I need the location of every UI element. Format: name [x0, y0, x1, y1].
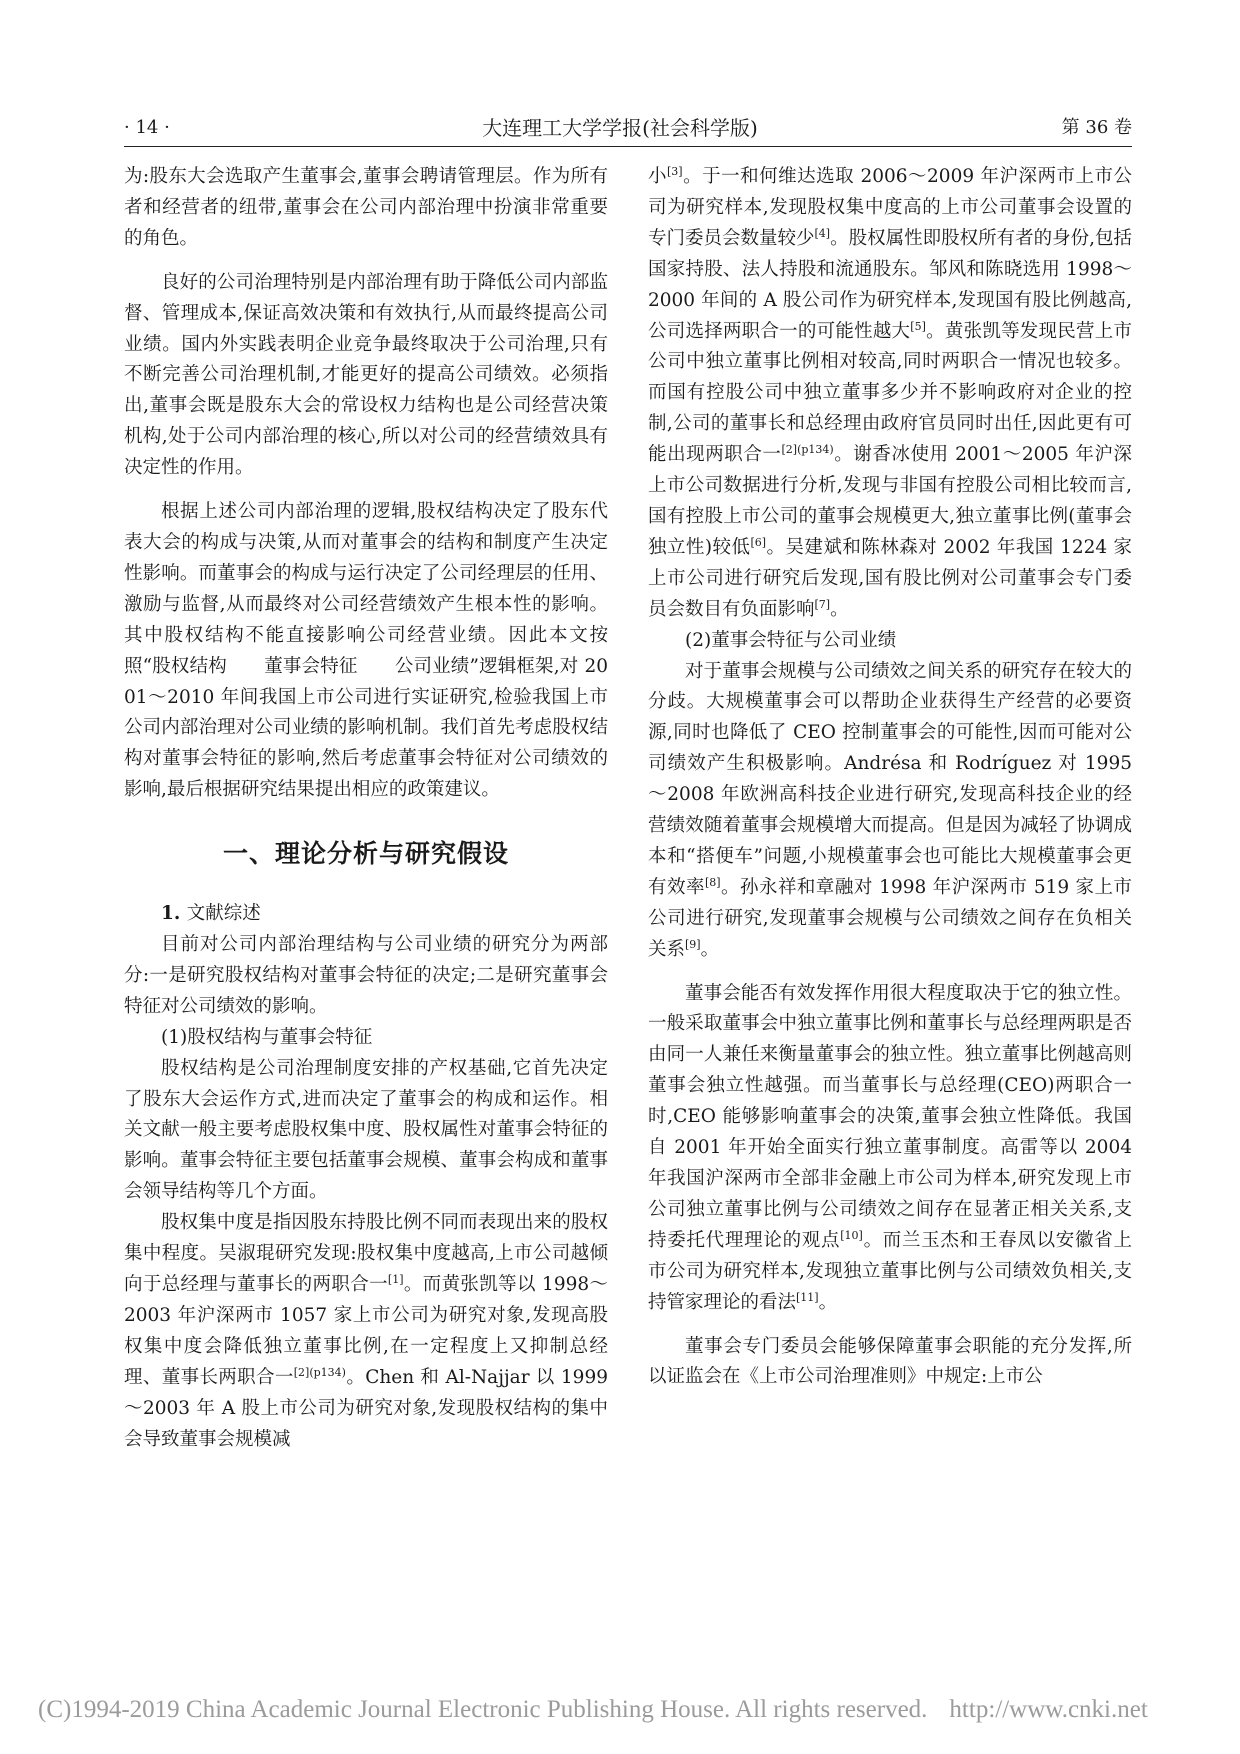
citation: [1] — [387, 1273, 404, 1286]
page-number: · 14 · — [124, 117, 170, 138]
volume-label: 第 36 卷 — [1061, 117, 1132, 138]
paragraph: 股权集中度是指因股东持股比例不同而表现出来的股权集中程度。吴淑琨研究发现:股权集中度越高,上市公司越倾向于总经理与董事长的两职合一[1]。而黄张凯等以 1998～2003 年沪深两市 1057 家上市公司为研究对象,发现高股权集中度会降低独立董事比例,在一定程度上又抑制总经理、董事长两职合一$^{[2](p134)}$。Chen 和 Al-Najjar 以 1999～2003 年 A 股上市公司为研究对象,发现股权结构的集中会导致董事会规模减 — [124, 1212, 608, 1450]
paragraph: 小[3]。于一和何维达选取 2006～2009 年沪深两市上市公司为研究样本,发现股权集中度高的上市公司董事会设置的专门委员会数量较少[4]。股权属性即股权所有者的身份,包括国家持股、法人持股和流通股东。邹风和陈晓选用 1998～2000 年间的 A 股公司作为研究样本,发现国有股比例越高,公司选择两职合一的可能性越大[5]。黄张凯等发现民营上市公司中独立董事比例相对较高,同时两职合一情况也较多。而国有控股公司中独立董事多少并不影响政府对企业的控制,公司的董事长和总经理由政府官员同时出任,因此更有可能出现两职合一$^{[2](p134)}$。谢香冰使用 2001～2005 年沪深上市公司数据进行分析,发现与非国有控股公司相比较而言,国有控股上市公司的董事会规模更大,独立董事比例(董事会独立性)较低[6]。吴建斌和陈林森对 2002 年我国 1224 家上市公司进行研究后发现,国有股比例对公司董事会专门委员会数目有负面影响[7]。 — [648, 165, 1133, 620]
section-title: 一、理论分析与研究假设 — [222, 839, 509, 869]
citation: [3] — [667, 165, 683, 178]
citation: [6] — [750, 535, 767, 549]
citation: [5] — [910, 319, 926, 333]
copyright-text: (C)1994-2019 China Academic Journal Electronic Publishing House. All rights reserved. — [38, 1696, 928, 1723]
citation: [11] — [796, 1290, 819, 1304]
paragraph: 根据上述公司内部治理的逻辑,股权结构决定了股东代表大会的构成与决策,从而对董事会的结构和制度产生决定性影响。而董事会的构成与运行决定了公司经理层的任用、激励与监督,从而最终对公司经营绩效产生根本性的影响。其中股权结构不能直接影响公司经营业绩。因此本文按照“股权结构 董事会特征 公司业绩”逻辑框架,对 2001～2010 年间我国上市公司进行实证研究,检验我国上市公司内部治理对公司业绩的影响机制。我们首先考虑股权结构对董事会特征的影响,然后考虑董事会特征对公司绩效的影响,最后根据研究结果提出相应的政策建议。 — [124, 501, 608, 801]
subsection-heading — [124, 899, 608, 930]
journal-title: 大连理工大学学报(社会科学版) — [482, 116, 758, 140]
paragraph: 股权结构是公司治理制度安排的产权基础,它首先决定了股东大会运作方式,进而决定了董事会的构成和运作。相关文献一般主要考虑股权集中度、股权属性对董事会特征的影响。董事会特征主要包括董事会规模、董事会构成和董事会领导结构等几个方面。 — [124, 1057, 608, 1203]
subheading: (1)股权结构与董事会特征 — [161, 1026, 373, 1048]
citation: [7] — [814, 597, 831, 611]
citation: [4] — [814, 226, 831, 240]
citation: [9] — [685, 937, 701, 951]
paragraph: 对于董事会规模与公司绩效之间关系的研究存在较大的分歧。大规模董事会可以帮助企业获得生产经营的必要资源,同时也降低了 CEO 控制董事会的可能性,因而可能对公司绩效产生积极影响。Andrésa 和 Rodríguez 对 1995～2008 年欧洲高科技企业进行研究,发现高科技企业的经营绩效随着董事会规模增大而提高。但是因为减轻了协调成本和“搭便车”问题,小规模董事会也可能比大规模董事会更有效率[8]。孙永祥和章融对 1998 年沪深两市 519 家上市公司进行研究,发现董事会规模与公司绩效之间存在负相关关系[9]。 — [648, 660, 1132, 960]
subsection-number: 1. — [161, 903, 181, 925]
footer-url: http://www.cnki.net — [949, 1696, 1148, 1723]
paragraph: 董事会能否有效发挥作用很大程度取决于它的独立性。一般采取董事会中独立董事比例和董事长与总经理两职是否由同一人兼任来衡量董事会的独立性。独立董事比例越高则董事会独立性越强。而当董事长与总经理(CEO)两职合一时,CEO 能够影响董事会的决策,董事会独立性降低。我国自 2001 年开始全面实行独立董事制度。高雷等以 2004 年我国沪深两市全部非金融上市公司为样本,研究发现上市公司独立董事比例与公司绩效之间存在显著正相关关系,支持委托代理理论的观点[10]。而兰玉杰和王春凤以安徽省上市公司为研究样本,发现独立董事比例与公司绩效负相关,支持管家理论的看法[11]。 — [648, 982, 1132, 1313]
citation: [8] — [704, 875, 721, 889]
header-rule — [124, 146, 1132, 147]
paragraph: 良好的公司治理特别是内部治理有助于降低公司内部监督、管理成本,保证高效决策和有效执行,从而最终提高公司业绩。国内外实践表明企业竞争最终取决于公司治理,只有不断完善公司治理机制,才能更好的提高公司绩效。必须指出,董事会既是股东大会的常设权力结构也是公司经营决策机构,处于公司内部治理的核心,所以对公司的经营绩效具有决定性的作用。 — [124, 271, 608, 479]
citation: [2](p134) — [781, 443, 834, 457]
citation: [10] — [840, 1228, 863, 1242]
paragraph: 为:股东大会选取产生董事会,董事会聘请管理层。作为所有者和经营者的纽带,董事会在公司内部治理中扮演非常重要的角色。 — [124, 166, 608, 249]
right-column — [648, 162, 1132, 1393]
paragraph: 目前对公司内部治理结构与公司业绩的研究分为两部分:一是研究股权结构对董事会特征的决定;二是研究董事会特征对公司绩效的影响。 — [124, 934, 608, 1017]
citation: [2](p134) — [293, 1365, 346, 1379]
paragraph: 董事会专门委员会能够保障董事会职能的充分发挥,所以证监会在《上市公司治理准则》中规定:上市公 — [648, 1335, 1132, 1388]
subheading: (2)董事会特征与公司业绩 — [685, 629, 897, 651]
left-column — [124, 162, 608, 1455]
subsection-title: 文献综述 — [186, 903, 261, 925]
copyright-footer — [38, 1695, 1218, 1725]
